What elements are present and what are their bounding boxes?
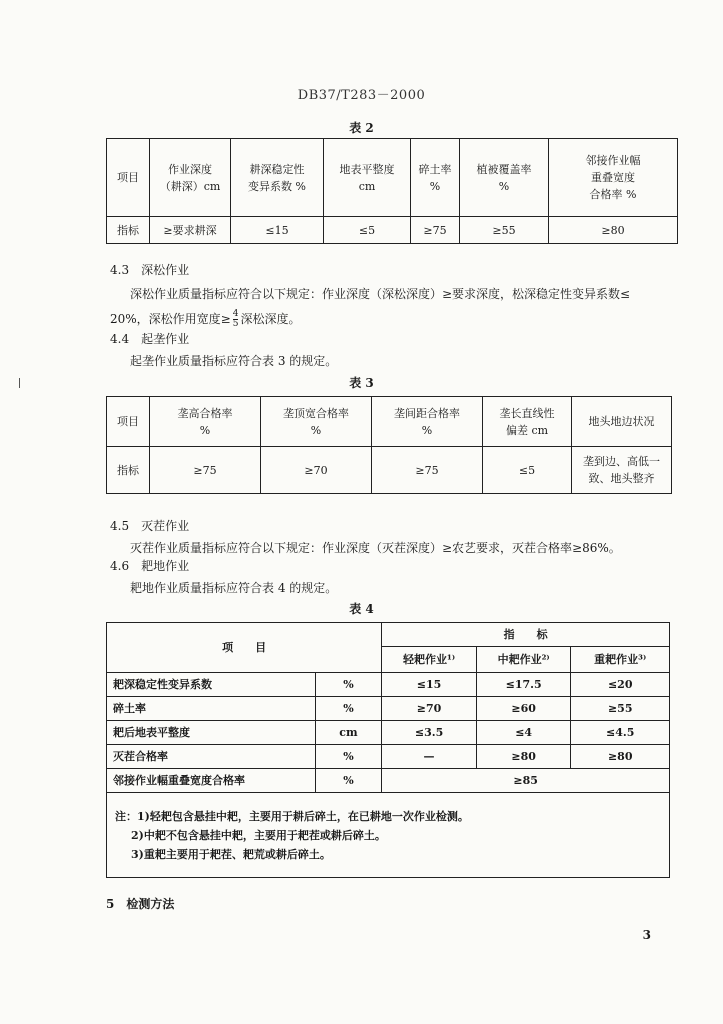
table3-header-edge-condition: 地头地边状况 [572, 397, 672, 447]
table2-header-soil-breaking: 碎土率 % [411, 139, 460, 217]
table4-header-heavy: 重耙作业³⁾ [571, 647, 670, 673]
table-row [107, 447, 672, 494]
table3-cell: ≥70 [261, 447, 372, 494]
table4-cell: ≥55 [571, 697, 670, 721]
table4-row-unit: % [315, 673, 382, 697]
table4-cell-merged: ≥85 [382, 769, 670, 793]
table2-header-overlap: 邻接作业幅 重叠宽度 合格率 % [549, 139, 678, 217]
table4-row-name: 耙后地表平整度 [107, 721, 316, 745]
table2-header-flatness: 地表平整度 cm [324, 139, 411, 217]
table4-cell: ≥70 [382, 697, 477, 721]
table2-header-item: 项目 [107, 139, 150, 217]
table2-header-depth: 作业深度 （耕深）cm [150, 139, 231, 217]
table-row [107, 673, 670, 697]
table2-cell: ≥要求耕深 [150, 217, 231, 244]
table2-header-cover: 植被覆盖率 % [460, 139, 549, 217]
table2-caption: 表 2 [349, 121, 374, 135]
table4-row-name: 碎土率 [107, 697, 316, 721]
table4-cell: ≤17.5 [476, 673, 571, 697]
section-5-title: 5 检测方法 [106, 897, 175, 911]
section-4-3-title: 4.3 深松作业 [110, 263, 190, 277]
document-code-header: DB37/T283－2000 [297, 88, 426, 103]
table-row [107, 217, 678, 244]
section-4-3-text-line1: 深松作业质量指标应符合以下规定：作业深度（深松深度）≥要求深度，松深稳定性变异系数≤ [130, 287, 631, 301]
table4-caption: 表 4 [349, 602, 374, 616]
table2-cell: ≥55 [460, 217, 549, 244]
page-number: 3 [642, 928, 651, 942]
table4-row-name: 灭茬合格率 [107, 745, 316, 769]
table3-cell: ≥75 [372, 447, 483, 494]
table4-row-unit: % [315, 697, 382, 721]
table4-cell: ≤3.5 [382, 721, 477, 745]
table4-notes [107, 793, 670, 878]
table4-row-unit: % [315, 745, 382, 769]
table2-cell: ≥80 [549, 217, 678, 244]
section-4-6-text: 耙地作业质量指标应符合表 4 的规定。 [130, 581, 338, 595]
table2-cell: ≤5 [324, 217, 411, 244]
table-row [107, 745, 670, 769]
table4-cell: — [382, 745, 477, 769]
table3-header-ridge-top: 垄顶宽合格率 % [261, 397, 372, 447]
table3-caption: 表 3 [349, 376, 374, 390]
table4-header-medium: 中耙作业²⁾ [476, 647, 571, 673]
table4-cell: ≤4 [476, 721, 571, 745]
table4-header-index: 指 标 [382, 623, 670, 647]
table2-header-stability: 耕深稳定性 变异系数 % [231, 139, 324, 217]
section-4-6-title: 4.6 耙地作业 [110, 559, 190, 573]
table4-cell: ≥80 [571, 745, 670, 769]
section-4-4-text: 起垄作业质量指标应符合表 3 的规定。 [130, 354, 338, 368]
table4-note-3: 3)重耙主要用于耙茬、耙荒或耕后碎土。 [131, 847, 331, 861]
table4-note-2: 2)中耙不包含悬挂中耙，主要用于耙茬或耕后碎土。 [131, 828, 386, 842]
fraction: $\frac{4}{5}$ [232, 309, 239, 329]
table4-cell: ≤20 [571, 673, 670, 697]
table4-note-1: 注：1)轻耙包含悬挂中耙，主要用于耕后碎土，在已耕地一次作业检测。 [115, 809, 469, 823]
table2 [106, 138, 678, 244]
section-4-4-title: 4.4 起垄作业 [110, 332, 190, 346]
table3 [106, 396, 672, 494]
table4-cell: ≥80 [476, 745, 571, 769]
table-row [107, 697, 670, 721]
table-row [107, 721, 670, 745]
table4-cell: ≥60 [476, 697, 571, 721]
table3-header-item: 项目 [107, 397, 150, 447]
table3-header-straightness: 垄长直线性 偏差 cm [483, 397, 572, 447]
table3-cell: ≥75 [150, 447, 261, 494]
table2-cell: ≤15 [231, 217, 324, 244]
table4-row-unit: cm [315, 721, 382, 745]
section-4-5-text: 灭茬作业质量指标应符合以下规定：作业深度（灭茬深度）≥农艺要求，灭茬合格率≥86%。 [130, 541, 621, 555]
table4-header-item: 项 目 [107, 623, 382, 673]
table4 [106, 622, 670, 878]
table3-cell: ≤5 [483, 447, 572, 494]
table2-cell: ≥75 [411, 217, 460, 244]
table3-cell-edge-condition: 垄到边、高低一 致、地头整齐 [572, 447, 672, 494]
table4-row-unit: % [315, 769, 382, 793]
section-4-5-title: 4.5 灭茬作业 [110, 519, 190, 533]
table3-header-ridge-height: 垄高合格率 % [150, 397, 261, 447]
table4-header-light: 轻耙作业¹⁾ [382, 647, 477, 673]
section-4-3-text-line2: 20%，深松作用宽度≥ $\frac{4}{5}$ 深松深度。 [110, 309, 301, 329]
table4-cell: ≤15 [382, 673, 477, 697]
table4-row-name: 耙深稳定性变异系数 [107, 673, 316, 697]
table4-cell: ≤4.5 [571, 721, 670, 745]
table-row [107, 769, 670, 793]
table3-header-ridge-spacing: 垄间距合格率 % [372, 397, 483, 447]
table4-row-name: 邻接作业幅重叠宽度合格率 [107, 769, 316, 793]
table3-cell: 指标 [107, 447, 150, 494]
table4-notes-row [107, 793, 670, 878]
table2-cell: 指标 [107, 217, 150, 244]
